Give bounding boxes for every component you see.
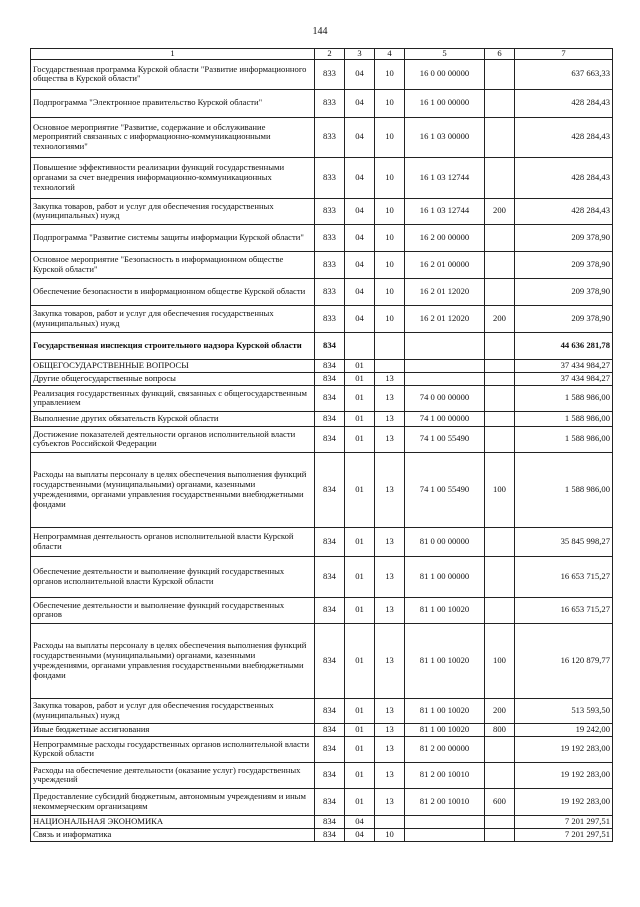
table-row: [31, 556, 613, 597]
row-name: Государственная программа Курской области "Развитие информационного общества в Курской области": [31, 59, 315, 89]
row-name: Непрограммные расходы государственных органов исполнительной власти Курской области: [31, 736, 315, 762]
row-admin-code: 833: [315, 251, 345, 278]
table-row: [31, 527, 613, 556]
row-section: [345, 332, 375, 359]
table-row: [31, 597, 613, 623]
row-expense-type: [485, 762, 515, 788]
table-body: [31, 49, 613, 842]
row-admin-code: 834: [315, 527, 345, 556]
row-subsection: 13: [375, 385, 405, 411]
row-section: 04: [345, 89, 375, 117]
row-admin-code: 834: [315, 723, 345, 736]
row-target-code: 81 1 00 10020: [405, 623, 485, 698]
row-name: Расходы на обеспечение деятельности (оказание услуг) государственных учреждений: [31, 762, 315, 788]
row-target-code: 74 0 00 00000: [405, 385, 485, 411]
row-admin-code: 833: [315, 89, 345, 117]
row-subsection: [375, 359, 405, 372]
row-admin-code: 833: [315, 157, 345, 198]
row-expense-type: [485, 224, 515, 251]
row-admin-code: 834: [315, 623, 345, 698]
row-target-code: [405, 359, 485, 372]
row-amount: 16 120 879,77: [515, 623, 613, 698]
row-section: 04: [345, 117, 375, 157]
row-name: Основное мероприятие "Развитие, содержание и обслуживание мероприятий связанных с информационно-коммуникационными технологиями": [31, 117, 315, 157]
table-row: [31, 224, 613, 251]
table-row: [31, 815, 613, 828]
row-amount: 19 192 283,00: [515, 762, 613, 788]
row-subsection: 13: [375, 597, 405, 623]
table-row: [31, 278, 613, 305]
row-admin-code: 834: [315, 372, 345, 385]
column-header: 3: [345, 49, 375, 60]
row-amount: 513 593,50: [515, 698, 613, 723]
row-name: Другие общегосударственные вопросы: [31, 372, 315, 385]
row-subsection: [375, 332, 405, 359]
row-section: 01: [345, 452, 375, 527]
row-admin-code: 833: [315, 224, 345, 251]
row-section: 04: [345, 224, 375, 251]
row-subsection: 13: [375, 736, 405, 762]
row-name: Подпрограмма "Электронное правительство Курской области": [31, 89, 315, 117]
row-name: Закупка товаров, работ и услуг для обеспечения государственных (муниципальных) нужд: [31, 305, 315, 332]
row-amount: 1 588 986,00: [515, 452, 613, 527]
row-name: Связь и информатика: [31, 828, 315, 841]
row-admin-code: 834: [315, 736, 345, 762]
row-target-code: 81 0 00 00000: [405, 527, 485, 556]
row-target-code: 16 1 03 12744: [405, 157, 485, 198]
row-name: Закупка товаров, работ и услуг для обеспечения государственных (муниципальных) нужд: [31, 698, 315, 723]
row-amount: 428 284,43: [515, 198, 613, 224]
row-expense-type: [485, 815, 515, 828]
row-amount: 19 192 283,00: [515, 736, 613, 762]
row-subsection: [375, 815, 405, 828]
row-expense-type: [485, 828, 515, 841]
row-subsection: 13: [375, 411, 405, 426]
row-subsection: 10: [375, 278, 405, 305]
row-name: Иные бюджетные ассигнования: [31, 723, 315, 736]
row-target-code: 74 1 00 55490: [405, 426, 485, 452]
row-subsection: 13: [375, 698, 405, 723]
row-name: Обеспечение безопасности в информационном обществе Курской области: [31, 278, 315, 305]
row-target-code: 74 1 00 55490: [405, 452, 485, 527]
row-amount: 209 378,90: [515, 305, 613, 332]
row-expense-type: 100: [485, 623, 515, 698]
row-admin-code: 833: [315, 305, 345, 332]
row-amount: 428 284,43: [515, 89, 613, 117]
row-amount: 35 845 998,27: [515, 527, 613, 556]
row-admin-code: 834: [315, 815, 345, 828]
table-row: [31, 59, 613, 89]
row-subsection: 10: [375, 157, 405, 198]
row-subsection: 13: [375, 556, 405, 597]
row-target-code: [405, 828, 485, 841]
row-target-code: 81 1 00 10020: [405, 698, 485, 723]
row-admin-code: 834: [315, 359, 345, 372]
row-admin-code: 833: [315, 117, 345, 157]
row-expense-type: [485, 372, 515, 385]
table-row: [31, 736, 613, 762]
row-admin-code: 833: [315, 198, 345, 224]
row-section: 01: [345, 762, 375, 788]
row-expense-type: [485, 426, 515, 452]
row-amount: 1 588 986,00: [515, 426, 613, 452]
row-expense-type: 800: [485, 723, 515, 736]
row-section: 01: [345, 698, 375, 723]
row-name: ОБЩЕГОСУДАРСТВЕННЫЕ ВОПРОСЫ: [31, 359, 315, 372]
row-admin-code: 834: [315, 698, 345, 723]
row-target-code: 81 1 00 10020: [405, 597, 485, 623]
row-amount: 19 192 283,00: [515, 788, 613, 815]
row-expense-type: [485, 597, 515, 623]
row-section: 04: [345, 251, 375, 278]
row-admin-code: 834: [315, 556, 345, 597]
row-amount: 37 434 984,27: [515, 372, 613, 385]
row-amount: 7 201 297,51: [515, 815, 613, 828]
row-expense-type: [485, 89, 515, 117]
row-amount: 44 636 281,78: [515, 332, 613, 359]
row-subsection: 13: [375, 527, 405, 556]
row-name: Предоставление субсидий бюджетным, автономным учреждениям и иным некоммерческим организациям: [31, 788, 315, 815]
row-expense-type: [485, 157, 515, 198]
row-target-code: 81 2 00 00000: [405, 736, 485, 762]
row-name: НАЦИОНАЛЬНАЯ ЭКОНОМИКА: [31, 815, 315, 828]
table-row: [31, 251, 613, 278]
row-target-code: 74 1 00 00000: [405, 411, 485, 426]
row-subsection: 10: [375, 224, 405, 251]
row-amount: 1 588 986,00: [515, 411, 613, 426]
row-admin-code: 834: [315, 597, 345, 623]
row-section: 04: [345, 59, 375, 89]
row-target-code: 81 2 00 10010: [405, 788, 485, 815]
row-admin-code: 833: [315, 278, 345, 305]
row-subsection: 10: [375, 117, 405, 157]
row-expense-type: 200: [485, 198, 515, 224]
row-expense-type: [485, 117, 515, 157]
row-section: 01: [345, 385, 375, 411]
row-subsection: 10: [375, 251, 405, 278]
column-header: 4: [375, 49, 405, 60]
header-row: [31, 49, 613, 60]
row-expense-type: [485, 59, 515, 89]
row-subsection: 10: [375, 305, 405, 332]
table-row: [31, 332, 613, 359]
row-name: Обеспечение деятельности и выполнение функций государственных органов исполнительной власти Курской области: [31, 556, 315, 597]
row-expense-type: 100: [485, 452, 515, 527]
row-amount: 209 378,90: [515, 224, 613, 251]
table-row: [31, 198, 613, 224]
table-row: [31, 385, 613, 411]
row-name: Расходы на выплаты персоналу в целях обеспечения выполнения функций государственными (муниципальными) органами, казенными учреждениями, органами управления государственными внебюджетными фондами: [31, 623, 315, 698]
row-admin-code: 834: [315, 762, 345, 788]
row-section: 04: [345, 305, 375, 332]
row-expense-type: 200: [485, 698, 515, 723]
row-name: Государственная инспекция строительного надзора Курской области: [31, 332, 315, 359]
row-target-code: [405, 332, 485, 359]
column-header: 1: [31, 49, 315, 60]
row-name: Расходы на выплаты персоналу в целях обеспечения выполнения функций государственными (муниципальными) органами, казенными учреждениями, органами управления государственными внебюджетными фондами: [31, 452, 315, 527]
row-expense-type: [485, 527, 515, 556]
row-name: Повышение эффективности реализации функций государственными органами за счет внедрения информационно-коммуникационных технологий: [31, 157, 315, 198]
row-name: Достижение показателей деятельности органов исполнительной власти субъектов Российской Федерации: [31, 426, 315, 452]
row-subsection: 10: [375, 828, 405, 841]
row-section: 04: [345, 815, 375, 828]
table-row: [31, 698, 613, 723]
row-subsection: 13: [375, 723, 405, 736]
row-expense-type: 200: [485, 305, 515, 332]
row-target-code: 16 2 01 00000: [405, 251, 485, 278]
page-number: 144: [312, 26, 328, 37]
row-expense-type: [485, 278, 515, 305]
row-section: 01: [345, 527, 375, 556]
row-expense-type: [485, 556, 515, 597]
row-subsection: 13: [375, 623, 405, 698]
row-subsection: 13: [375, 762, 405, 788]
row-section: 04: [345, 198, 375, 224]
row-section: 01: [345, 556, 375, 597]
row-subsection: 13: [375, 788, 405, 815]
row-target-code: 16 2 00 00000: [405, 224, 485, 251]
row-admin-code: 833: [315, 59, 345, 89]
row-section: 01: [345, 788, 375, 815]
row-amount: 1 588 986,00: [515, 385, 613, 411]
row-expense-type: [485, 736, 515, 762]
row-target-code: 16 0 00 00000: [405, 59, 485, 89]
table-row: [31, 89, 613, 117]
column-header: 2: [315, 49, 345, 60]
row-amount: 19 242,00: [515, 723, 613, 736]
row-section: 01: [345, 597, 375, 623]
row-target-code: 16 1 03 00000: [405, 117, 485, 157]
row-amount: 428 284,43: [515, 157, 613, 198]
row-name: Основное мероприятие "Безопасность в информационном обществе Курской области": [31, 251, 315, 278]
row-admin-code: 834: [315, 828, 345, 841]
row-admin-code: 834: [315, 411, 345, 426]
row-name: Непрограммная деятельность органов исполнительной власти Курской области: [31, 527, 315, 556]
row-section: 01: [345, 359, 375, 372]
row-amount: 209 378,90: [515, 251, 613, 278]
row-target-code: [405, 815, 485, 828]
row-expense-type: 600: [485, 788, 515, 815]
row-section: 01: [345, 411, 375, 426]
column-header: 6: [485, 49, 515, 60]
row-expense-type: [485, 251, 515, 278]
row-target-code: 16 1 03 12744: [405, 198, 485, 224]
table-row: [31, 305, 613, 332]
row-admin-code: 834: [315, 788, 345, 815]
row-expense-type: [485, 385, 515, 411]
row-amount: 7 201 297,51: [515, 828, 613, 841]
table-row: [31, 828, 613, 841]
row-amount: 637 663,33: [515, 59, 613, 89]
row-expense-type: [485, 359, 515, 372]
table-row: [31, 359, 613, 372]
row-admin-code: 834: [315, 385, 345, 411]
row-amount: 37 434 984,27: [515, 359, 613, 372]
row-section: 04: [345, 828, 375, 841]
row-subsection: 10: [375, 89, 405, 117]
row-target-code: 16 2 01 12020: [405, 305, 485, 332]
row-name: Подпрограмма "Развитие системы защиты информации Курской области": [31, 224, 315, 251]
row-section: 01: [345, 372, 375, 385]
table-row: [31, 372, 613, 385]
table-row: [31, 788, 613, 815]
row-admin-code: 834: [315, 332, 345, 359]
row-amount: 428 284,43: [515, 117, 613, 157]
table-row: [31, 452, 613, 527]
row-admin-code: 834: [315, 426, 345, 452]
row-expense-type: [485, 332, 515, 359]
row-subsection: 10: [375, 198, 405, 224]
row-name: Реализация государственных функций, связанных с общегосударственным управлением: [31, 385, 315, 411]
row-subsection: 13: [375, 452, 405, 527]
row-section: 04: [345, 278, 375, 305]
table-row: [31, 117, 613, 157]
column-header: 5: [405, 49, 485, 60]
row-name: Закупка товаров, работ и услуг для обеспечения государственных (муниципальных) нужд: [31, 198, 315, 224]
row-section: 01: [345, 426, 375, 452]
row-target-code: 81 1 00 00000: [405, 556, 485, 597]
row-name: Обеспечение деятельности и выполнение функций государственных органов: [31, 597, 315, 623]
table-row: [31, 426, 613, 452]
row-amount: 209 378,90: [515, 278, 613, 305]
row-amount: 16 653 715,27: [515, 556, 613, 597]
table-row: [31, 723, 613, 736]
row-target-code: 16 2 01 12020: [405, 278, 485, 305]
row-section: 01: [345, 723, 375, 736]
table-row: [31, 762, 613, 788]
row-section: 01: [345, 736, 375, 762]
row-target-code: 81 2 00 10010: [405, 762, 485, 788]
row-expense-type: [485, 411, 515, 426]
table-row: [31, 411, 613, 426]
row-section: 04: [345, 157, 375, 198]
row-subsection: 13: [375, 372, 405, 385]
row-target-code: 81 1 00 10020: [405, 723, 485, 736]
row-target-code: 16 1 00 00000: [405, 89, 485, 117]
row-name: Выполнение других обязательств Курской области: [31, 411, 315, 426]
table-row: [31, 623, 613, 698]
row-subsection: 10: [375, 59, 405, 89]
column-header: 7: [515, 49, 613, 60]
row-section: 01: [345, 623, 375, 698]
row-target-code: [405, 372, 485, 385]
row-amount: 16 653 715,27: [515, 597, 613, 623]
budget-table: [30, 48, 613, 842]
row-subsection: 13: [375, 426, 405, 452]
table-row: [31, 157, 613, 198]
row-admin-code: 834: [315, 452, 345, 527]
